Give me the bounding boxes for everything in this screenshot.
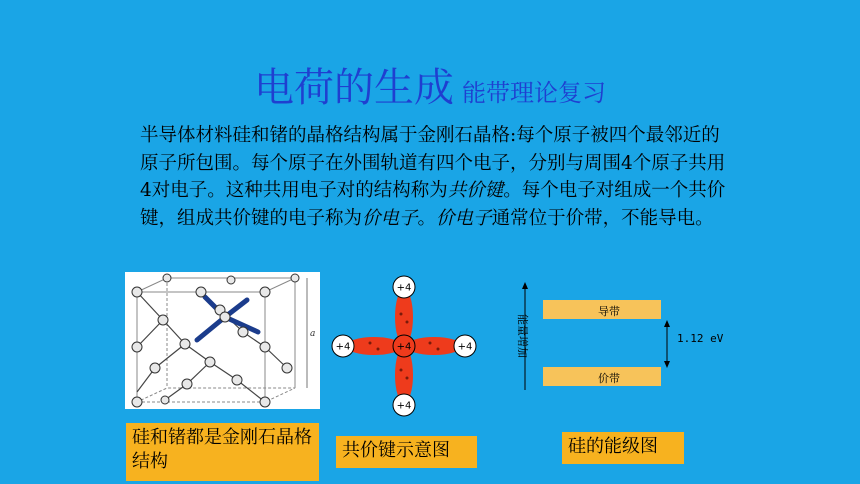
caption-bond-text: 共价键示意图: [342, 440, 450, 461]
diamond-lattice-diagram: [125, 272, 320, 409]
caption-band-text: 硅的能级图: [568, 436, 658, 457]
slide-title: [0, 56, 860, 113]
para-text-2: 。每个电子对组成一个共价键，组成共价键的电子称为: [140, 180, 726, 229]
lattice-dim-label: a: [310, 329, 316, 339]
caption-band: [562, 432, 684, 464]
caption-lattice: [126, 423, 319, 481]
para-text-3: 。: [417, 207, 437, 229]
atom-charge-center: +4: [396, 341, 412, 353]
title-main: 电荷的生成: [254, 65, 454, 111]
term-valence-electron-2: 价电子: [436, 207, 492, 229]
atom-charge-top: +4: [396, 282, 412, 294]
term-covalent-bond: 共价键: [447, 180, 504, 201]
band-axis-label: 能量增加: [516, 314, 529, 358]
term-valence-electron: 价电子: [362, 207, 418, 229]
covalent-bond-diagram: [330, 272, 478, 418]
atom-charge-left: +4: [335, 341, 351, 353]
band-diagram: [505, 280, 740, 392]
valence-band-label: 价带: [598, 372, 620, 385]
body-paragraph: [140, 122, 730, 232]
para-text-1: 半导体材料硅和锗的晶格结构属于金刚石晶格:每个原子被四个最邻近的原子所包围。每个原子在外围轨道有四个电子，分别与周围4个原子共用4对电子。这种共用电子对的结构称为: [140, 125, 726, 201]
atom-charge-right: +4: [457, 341, 473, 353]
para-text-4: 通常位于价带，不能导电。: [491, 207, 714, 229]
caption-bond: [336, 436, 477, 468]
title-sub: 能带理论复习: [462, 79, 606, 107]
atom-charge-bottom: +4: [396, 400, 412, 412]
conduction-band-label: 导带: [598, 305, 620, 318]
caption-lattice-text: 硅和锗都是金刚石晶格结构: [132, 427, 312, 472]
band-gap-label: 1.12 eV: [677, 332, 724, 345]
